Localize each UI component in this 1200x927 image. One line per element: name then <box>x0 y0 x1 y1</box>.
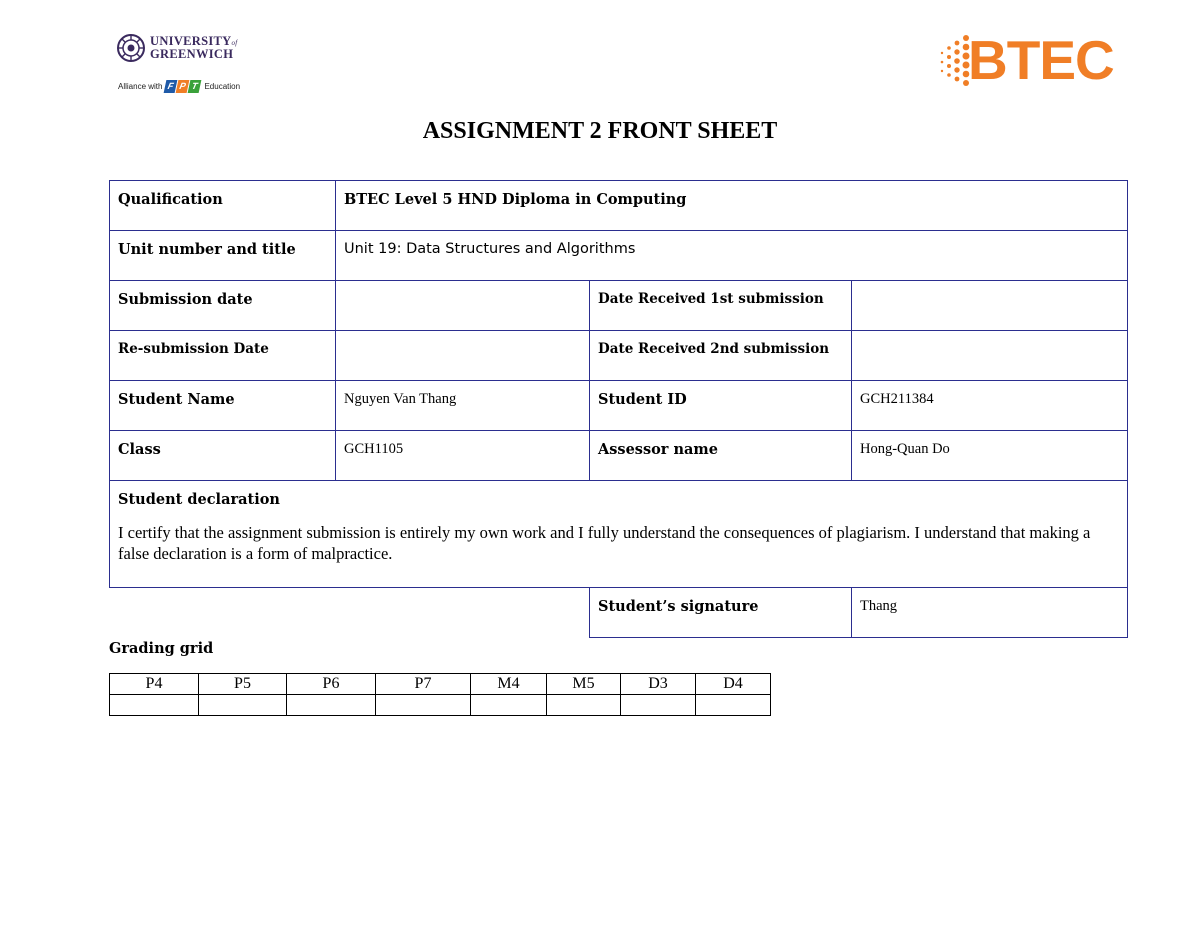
grade-cell-p6[interactable] <box>287 695 376 716</box>
grade-header-d4: D4 <box>696 674 771 695</box>
grade-cell-m4[interactable] <box>471 695 547 716</box>
university-name-line2: GREENWICH <box>150 47 234 61</box>
resubmission-row <box>110 331 1128 381</box>
resubmission-date-field[interactable] <box>336 331 590 381</box>
fpt-letter: F <box>164 80 178 93</box>
qualification-value: BTEC Level 5 HND Diploma in Computing <box>336 181 1128 231</box>
fpt-logo-icon <box>165 80 201 93</box>
grade-header-d3: D3 <box>621 674 696 695</box>
date-received-1-field[interactable] <box>852 281 1128 331</box>
assessor-label: Assessor name <box>590 431 852 481</box>
grading-header-row <box>110 674 771 695</box>
student-name-field[interactable]: Nguyen Van Thang <box>336 381 590 431</box>
btec-logo <box>936 29 1126 94</box>
signature-field[interactable]: Thang <box>852 588 1128 638</box>
date-received-2-label: Date Received 2nd submission <box>590 331 852 381</box>
unit-label: Unit number and title <box>110 231 336 281</box>
declaration-label: Student declaration <box>118 491 280 508</box>
signature-label: Student’s signature <box>590 588 852 638</box>
grade-cell-m5[interactable] <box>547 695 621 716</box>
fpt-letter: P <box>176 80 190 93</box>
assessor-field[interactable]: Hong-Quan Do <box>852 431 1128 481</box>
student-name-label: Student Name <box>110 381 336 431</box>
qualification-row <box>110 181 1128 231</box>
student-row <box>110 381 1128 431</box>
grade-cell-p4[interactable] <box>110 695 199 716</box>
grade-header-p4: P4 <box>110 674 199 695</box>
grade-cell-d4[interactable] <box>696 695 771 716</box>
unit-value: Unit 19: Data Structures and Algorithms <box>336 231 1128 281</box>
qualification-label: Qualification <box>110 181 336 231</box>
grading-grid-table <box>109 673 771 716</box>
page-title: ASSIGNMENT 2 FRONT SHEET <box>422 118 778 144</box>
alliance-suffix: Education <box>204 81 241 91</box>
fpt-letter: T <box>188 80 202 93</box>
resubmission-date-label: Re-submission Date <box>110 331 336 381</box>
submission-date-field[interactable] <box>336 281 590 331</box>
declaration-row <box>110 481 1128 588</box>
grade-cell-p5[interactable] <box>199 695 287 716</box>
university-name-line1: UNIVERSITYof <box>150 34 238 48</box>
grade-header-p5: P5 <box>199 674 287 695</box>
grade-cell-d3[interactable] <box>621 695 696 716</box>
grade-header-p6: P6 <box>287 674 376 695</box>
university-of-greenwich-logo <box>116 33 266 95</box>
grade-cell-p7[interactable] <box>376 695 471 716</box>
class-field[interactable]: GCH1105 <box>336 431 590 481</box>
grading-value-row <box>110 695 771 716</box>
student-id-label: Student ID <box>590 381 852 431</box>
grade-header-m5: M5 <box>547 674 621 695</box>
unit-row <box>110 231 1128 281</box>
signature-row <box>110 588 1128 638</box>
grading-grid-title: Grading grid <box>109 640 214 657</box>
signature-spacer <box>110 588 590 638</box>
declaration-text: I certify that the assignment submission is entirely my own work and I fully understand the consequences of plagiarism. I understand that making a false declaration is a form of malpractice. <box>118 523 1091 563</box>
class-row <box>110 431 1128 481</box>
assignment-info-table <box>109 180 1128 638</box>
class-label: Class <box>110 431 336 481</box>
btec-dots-icon <box>936 34 972 94</box>
submission-row <box>110 281 1128 331</box>
btec-wordmark: BTEC <box>968 29 1114 91</box>
grade-header-p7: P7 <box>376 674 471 695</box>
date-received-1-label: Date Received 1st submission <box>590 281 852 331</box>
declaration-cell <box>110 481 1128 588</box>
fpt-alliance-line <box>118 77 240 95</box>
alliance-prefix: Alliance with <box>118 81 163 91</box>
university-crest-icon <box>116 33 146 63</box>
grade-header-m4: M4 <box>471 674 547 695</box>
date-received-2-field[interactable] <box>852 331 1128 381</box>
student-id-field[interactable]: GCH211384 <box>852 381 1128 431</box>
submission-date-label: Submission date <box>110 281 336 331</box>
